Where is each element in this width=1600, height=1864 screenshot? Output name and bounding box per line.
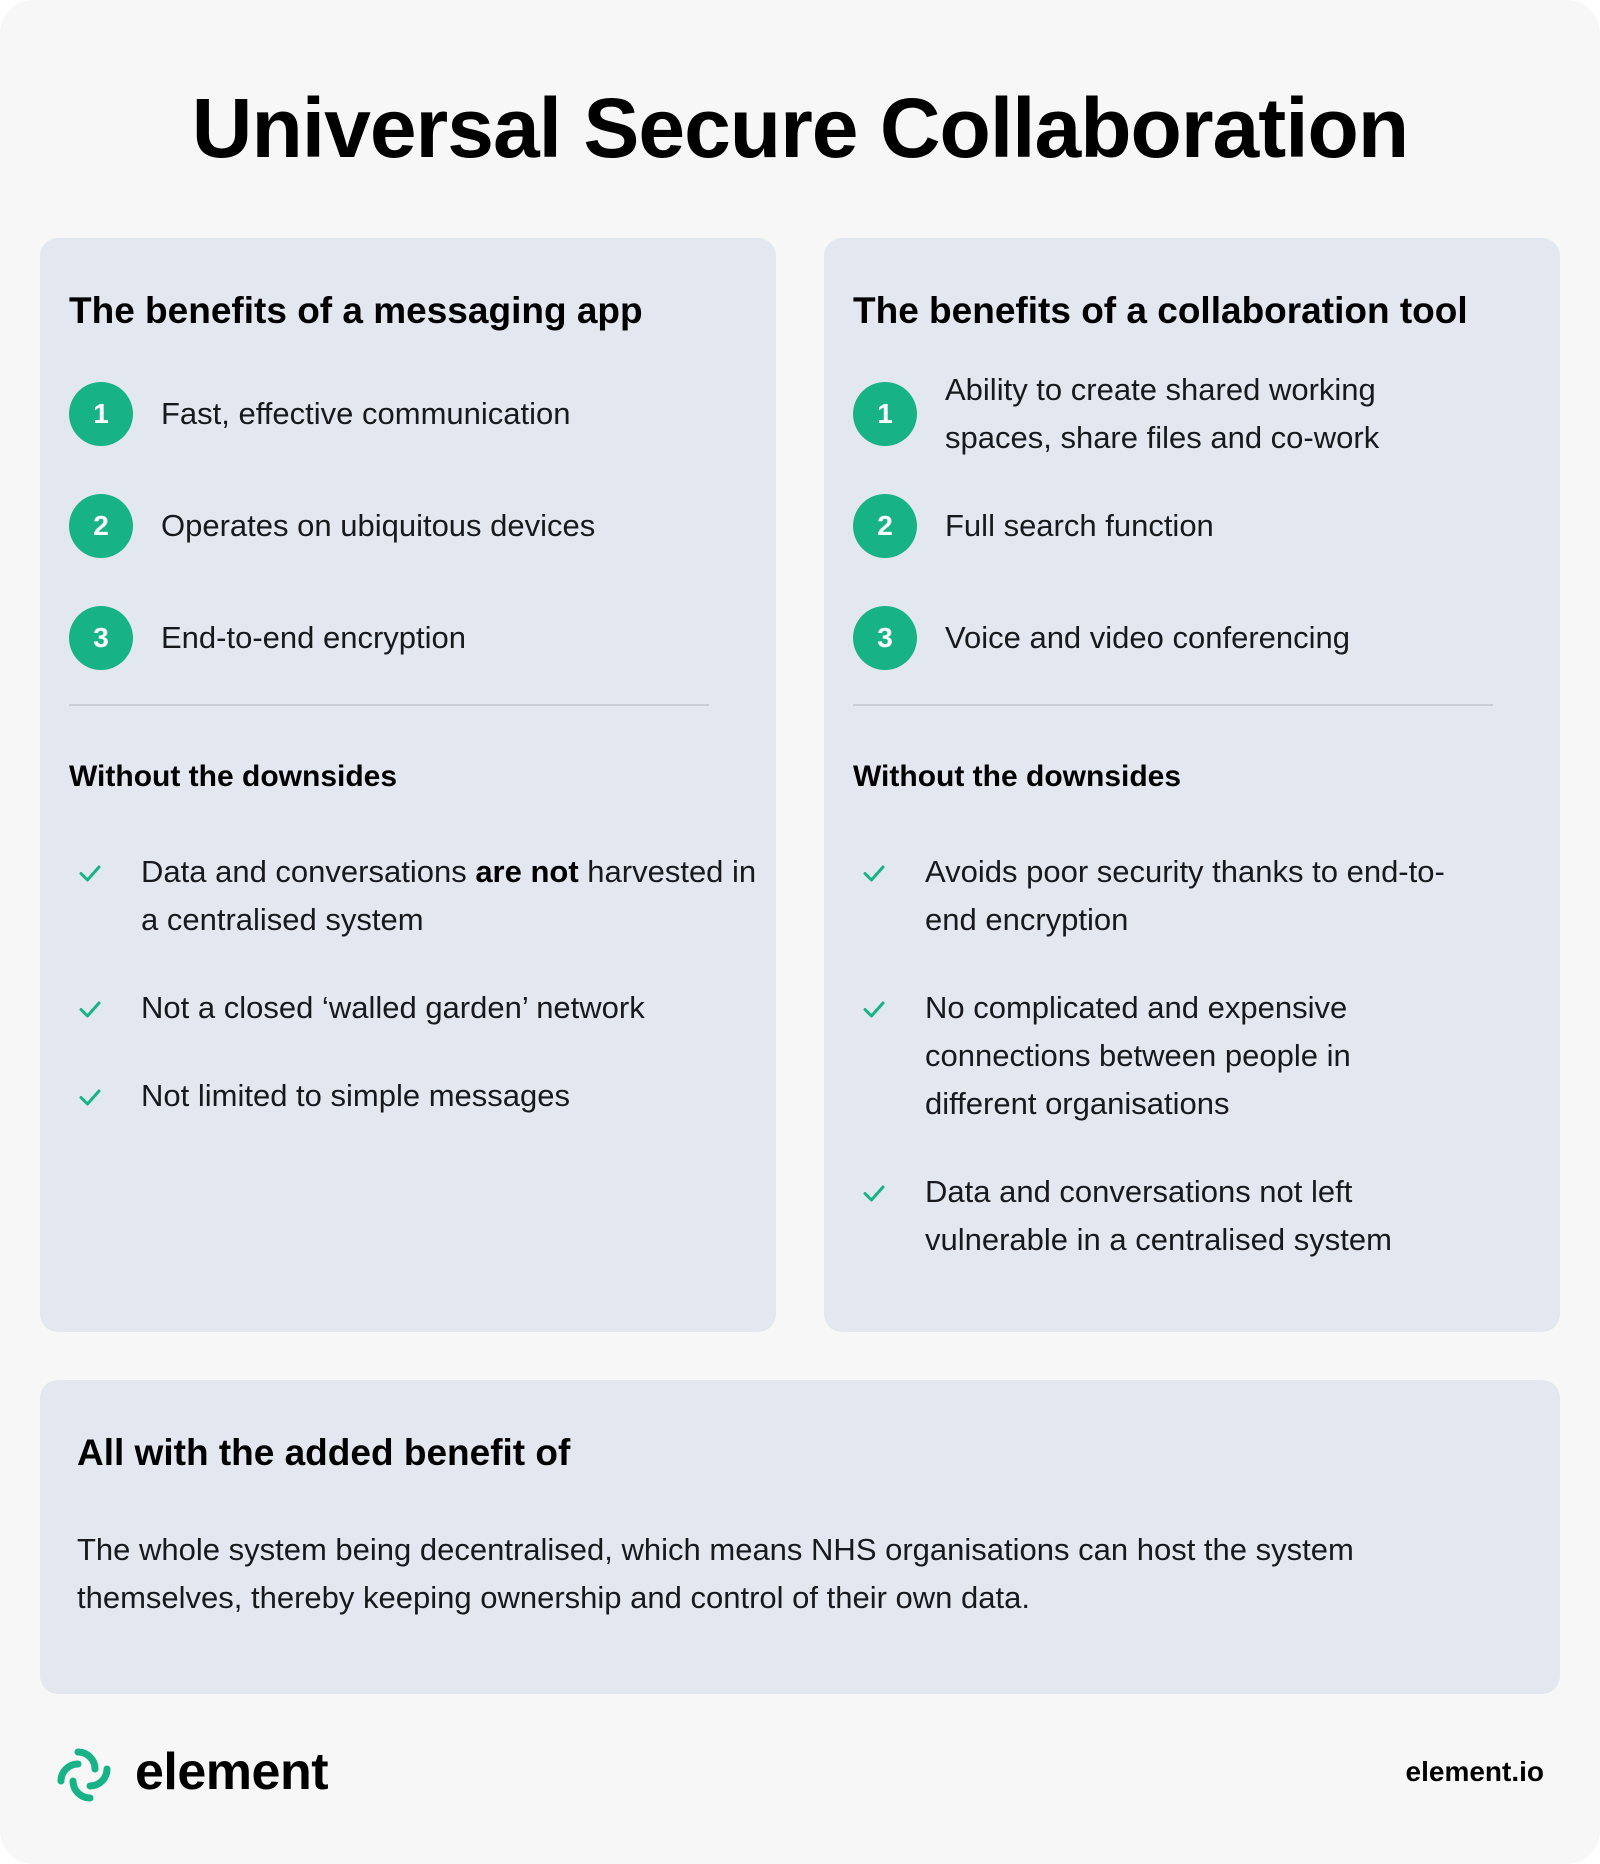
messaging-app-card	[40, 238, 776, 1332]
downside-text: Not a closed ‘walled garden’ network	[141, 990, 645, 1025]
list-item	[853, 606, 1533, 718]
benefit-text: Full search function	[945, 508, 1214, 543]
downsides-title: Without the downsides	[69, 760, 398, 793]
number-badge: 2	[853, 494, 917, 558]
number-badge: 1	[853, 382, 917, 446]
downside-text: Not limited to simple messages	[141, 1078, 570, 1113]
benefit-text: Operates on ubiquitous devices	[161, 508, 596, 543]
benefit-text: Ability to create shared working spaces, share files and co-work	[945, 372, 1380, 455]
list-item	[853, 984, 1453, 1128]
element-logo-icon	[54, 1745, 114, 1805]
number-badge: 3	[853, 606, 917, 670]
downside-text: Avoids poor security thanks to end-to-end encryption	[925, 854, 1445, 937]
number-badge: 1	[69, 382, 133, 446]
card-title: The benefits of a messaging app	[69, 290, 643, 331]
downsides-list	[69, 848, 759, 1160]
list-item	[853, 1168, 1453, 1264]
list-item	[69, 984, 759, 1032]
collaboration-tool-card	[824, 238, 1560, 1332]
list-item	[69, 494, 749, 606]
downside-text: Data and conversations are not harvested in a centralised system	[141, 854, 757, 937]
checkmark-icon	[77, 996, 103, 1022]
checkmark-icon	[77, 1084, 103, 1110]
number-badge: 2	[69, 494, 133, 558]
list-item	[853, 372, 1533, 494]
added-benefit-card	[40, 1380, 1560, 1694]
checkmark-icon	[861, 860, 887, 886]
benefit-list	[853, 372, 1533, 718]
number-badge: 3	[69, 606, 133, 670]
checkmark-icon	[861, 1180, 887, 1206]
card-title: The benefits of a collaboration tool	[853, 290, 1468, 331]
checkmark-icon	[77, 860, 103, 886]
benefit-text: End-to-end encryption	[161, 620, 467, 655]
list-item	[853, 848, 1453, 944]
benefit-text: Voice and video conferencing	[945, 620, 1351, 655]
card-title: All with the added benefit of	[77, 1432, 571, 1473]
list-item	[69, 382, 749, 494]
downsides-list	[853, 848, 1453, 1304]
list-item	[853, 494, 1533, 606]
checkmark-icon	[861, 996, 887, 1022]
list-item	[69, 1072, 759, 1120]
downsides-title: Without the downsides	[853, 760, 1182, 793]
divider	[853, 704, 1493, 706]
website-link[interactable]: element.io	[1405, 1756, 1544, 1787]
benefit-text: Fast, effective communication	[161, 396, 571, 431]
downside-text: No complicated and expensive connections between people in different organisations	[925, 990, 1351, 1121]
page-title: Universal Secure Collaboration	[191, 81, 1409, 175]
list-item	[69, 848, 759, 944]
card-body-text: The whole system being decentralised, which means NHS organisations can host the system themselves, thereby keeping ownership and control of their own data.	[77, 1532, 1354, 1615]
brand-wordmark: element	[135, 1743, 329, 1801]
list-item	[69, 606, 749, 718]
downside-text: Data and conversations not left vulnerable in a centralised system	[925, 1174, 1392, 1257]
benefit-list	[69, 382, 749, 718]
divider	[69, 704, 709, 706]
